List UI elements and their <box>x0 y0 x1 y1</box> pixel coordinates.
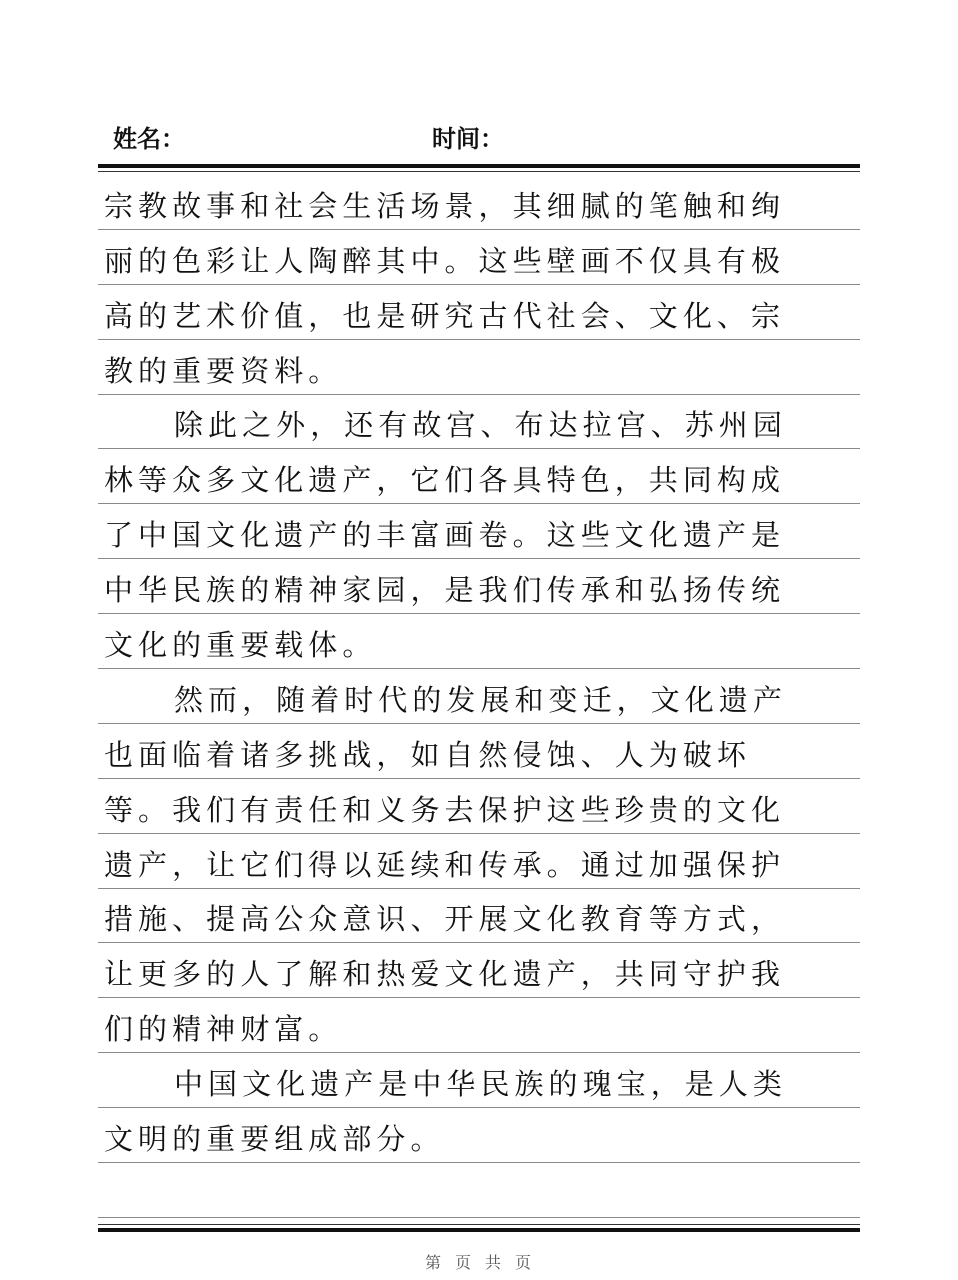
line-text: 文明的重要组成部分。 <box>104 1122 445 1157</box>
header-thick-rule <box>98 164 860 168</box>
line-text: 中国文化遗产是中华民族的瑰宝，是人类 <box>174 1067 787 1102</box>
ruled-line <box>98 669 860 724</box>
ruled-line <box>98 504 860 559</box>
footer-thick-rule <box>98 1228 860 1232</box>
ruled-line <box>98 998 860 1053</box>
ruled-line <box>98 614 860 669</box>
line-text: 文化的重要载体。 <box>104 628 377 663</box>
worksheet-header <box>0 0 958 170</box>
line-text: 等。我们有责任和义务去保护这些珍贵的文化 <box>104 792 786 827</box>
total-unit: 页 <box>515 1253 534 1272</box>
ruled-line <box>98 724 860 779</box>
ruled-line <box>98 1053 860 1108</box>
line-text: 措施、提高公众意识、开展文化教育等方式， <box>104 902 786 937</box>
line-text: 宗教故事和社会生活场景，其细腻的笔触和绚 <box>104 188 786 223</box>
page-unit: 页 <box>454 1253 473 1272</box>
ruled-writing-area <box>98 175 860 1218</box>
line-text: 中华民族的精神家园，是我们传承和弘扬传统 <box>104 573 786 608</box>
ruled-line <box>98 779 860 834</box>
ruled-line <box>98 449 860 504</box>
ruled-line <box>98 943 860 998</box>
total-label: 共 <box>485 1253 504 1272</box>
line-text: 然而，随着时代的发展和变迁，文化遗产 <box>174 682 787 717</box>
ruled-line <box>98 230 860 285</box>
page-label: 第 <box>424 1253 443 1272</box>
ruled-line <box>98 834 860 889</box>
line-text: 除此之外，还有故宫、布达拉宫、苏州园 <box>174 408 787 443</box>
ruled-line <box>98 559 860 614</box>
ruled-line <box>98 395 860 450</box>
line-text: 了中国文化遗产的丰富画卷。这些文化遗产是 <box>104 518 786 553</box>
line-text: 遗产，让它们得以延续和传承。通过加强保护 <box>104 847 786 882</box>
line-text: 林等众多文化遗产，它们各具特色，共同构成 <box>104 463 786 498</box>
line-text: 丽的色彩让人陶醉其中。这些壁画不仅具有极 <box>104 243 786 278</box>
ruled-line <box>98 1108 860 1163</box>
line-text: 们的精神财富。 <box>104 1012 343 1047</box>
time-label: 时间： <box>432 125 504 153</box>
page-footer <box>0 1250 958 1273</box>
ruled-line <box>98 175 860 230</box>
line-text: 让更多的人了解和热爱文化遗产，共同守护我 <box>104 957 786 992</box>
ruled-line <box>98 285 860 340</box>
line-text: 高的艺术价值，也是研究古代社会、文化、宗 <box>104 298 786 333</box>
ruled-line <box>98 1163 860 1218</box>
ruled-line <box>98 889 860 944</box>
header-thin-rule <box>98 171 860 172</box>
ruled-line <box>98 340 860 395</box>
line-text: 教的重要资料。 <box>104 353 343 388</box>
footer-thin-rule <box>98 1224 860 1225</box>
name-label: 姓名： <box>113 125 185 153</box>
line-text: 也面临着诸多挑战，如自然侵蚀、人为破坏 <box>104 737 751 772</box>
